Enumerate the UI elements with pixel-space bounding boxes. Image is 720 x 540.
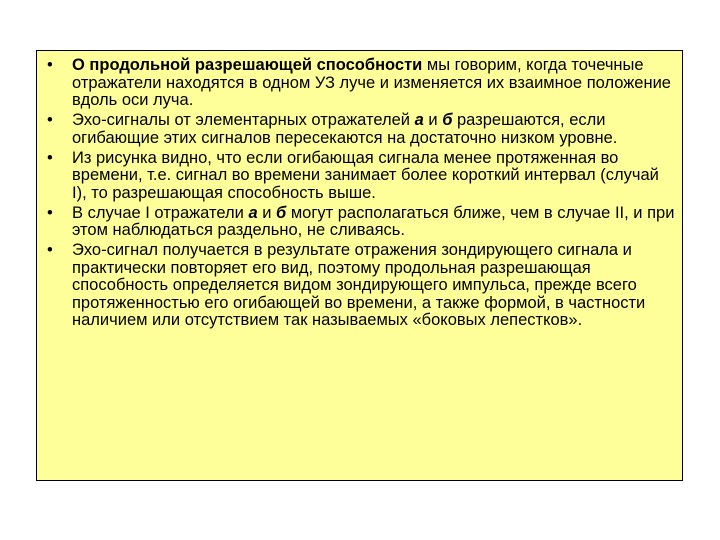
list-item (37, 205, 684, 240)
item-bold-lead: О продольной разрешающей способности (72, 56, 423, 74)
bullet-marker: • (47, 148, 53, 167)
reflector-b-label: б (442, 111, 453, 129)
list-item (37, 242, 684, 330)
text-box (36, 50, 683, 481)
item-text: В случае I отражатели (72, 203, 249, 222)
bullet-marker: • (47, 111, 53, 129)
bullet-list (37, 57, 684, 332)
reflector-b-label: б (276, 203, 287, 222)
item-text: и (257, 203, 277, 222)
item-text: Эхо-сигналы от элементарных отражателей (72, 111, 415, 129)
list-item (37, 150, 684, 203)
item-text: Эхо-сигнал получается в результате отражения зондирующего сигнала и практически повторяет его вид, поэтому продольная разрешающая способность определяется видом зондирующего импульса, прежде всего протяженностью его огибающей во времени, а также формой, в частности наличием или отсутствием так называемых «боковых лепестков». (72, 241, 646, 329)
item-text: разрешаются, если огибающие этих сигналов пересекаются на достаточно низком уровне. (72, 111, 618, 147)
item-text: могут располагаться ближе, чем в случае II, и при этом наблюдаться раздельно, не сливаясь. (72, 203, 675, 239)
item-text: и (423, 111, 443, 129)
reflector-a-label: а (414, 111, 424, 129)
item-text: мы говорим, когда точечные отражатели находятся в одном УЗ луче и изменяется их взаимное положение вдоль оси луча. (72, 56, 671, 109)
reflector-a-label: а (248, 203, 258, 222)
item-text: Из рисунка видно, что если огибающая сигнала менее протяженная во времени, т.е. сигнал во времени занимает более короткий интервал (случай I), то разрешающая способность выше. (72, 148, 659, 202)
bullet-marker: • (47, 56, 53, 74)
list-item (37, 112, 684, 147)
bullet-marker: • (47, 203, 53, 222)
bullet-marker: • (47, 241, 53, 259)
list-item (37, 57, 684, 110)
